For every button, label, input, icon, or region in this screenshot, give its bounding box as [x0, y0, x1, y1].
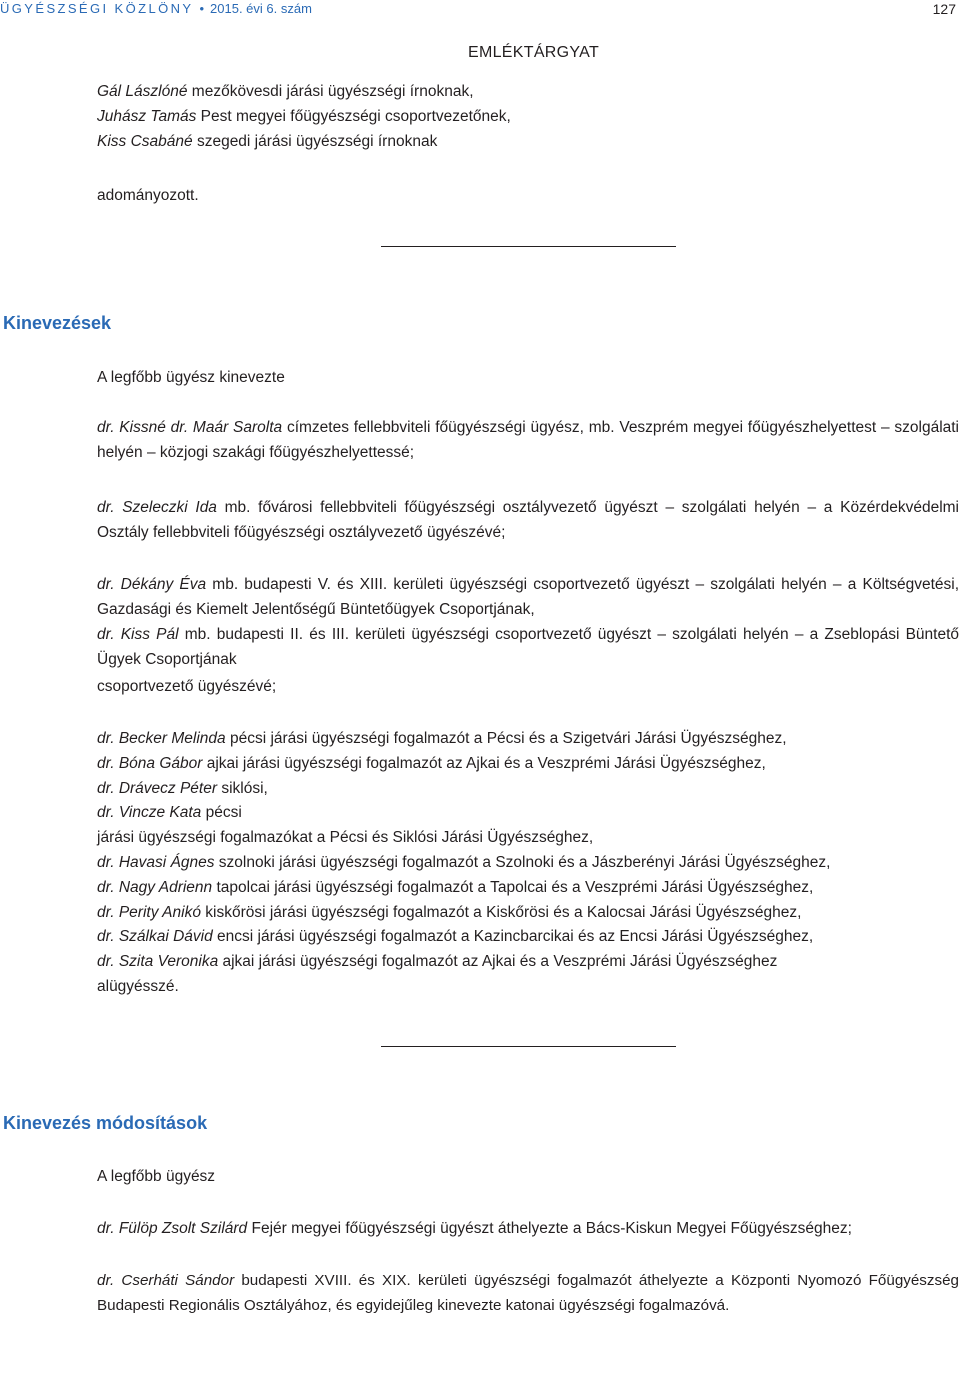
section-title-modositasok: Kinevezés módosítások [3, 1113, 208, 1133]
appointee-name: dr. Perity Anikó [97, 903, 201, 921]
appointment-text: kiskőrösi járási ügyészségi fogalmazót a Kiskőrösi és a Kalocsai Járási Ügyészséghez, [200, 903, 802, 921]
appointment-text: járási ügyészségi fogalmazókat a Pécsi és Siklósi Járási Ügyészséghez, [97, 829, 594, 847]
appointee-name: dr. Cserháti Sándor [97, 1272, 235, 1289]
recipient-name: Juhász Tamás [97, 107, 197, 125]
appointment-text: tapolcai járási ügyészségi fogalmazót a Tapolcai és a Veszprémi Járási Ügyészséghez, [212, 878, 814, 896]
appointment-paragraph [97, 496, 959, 546]
section-divider [381, 1046, 676, 1047]
modification-text: budapesti XVIII. és XIX. kerületi ügyészségi fogalmazót áthelyezte a Központi Nyomozó Főügyészség Budapesti Regionális Osztályához, és egyidejűleg kinevezte katonai ügyészségi fogalmazóvá. [97, 1272, 959, 1314]
appointment-text: mb. fővárosi fellebbviteli főügyészségi osztályvezető ügyészt – szolgálati helyén – a Közérdekvédelmi Osztály fellebbviteli főügyészségi osztályvezető ügyészévé; [97, 499, 959, 541]
award-closing: adományozott. [97, 187, 199, 204]
appointee-name: dr. Szita Veronika [97, 953, 219, 971]
appointment-line [97, 901, 959, 926]
appointment-text: mb. budapesti II. és III. kerületi ügyészségi csoportvezető ügyészt – szolgálati helyén – a Zseblopási Büntető Ügyek Csoportjának [97, 626, 959, 668]
appointment-text: pécsi [201, 804, 242, 822]
appointee-name: dr. Havasi Ágnes [97, 853, 215, 871]
section-divider [381, 246, 676, 247]
appointment-paragraph [97, 573, 959, 623]
appointment-text: ajkai járási ügyészségi fogalmazót az Ajkai és a Veszprémi Járási Ügyészséghez [218, 953, 778, 971]
journal-line [0, 1, 312, 16]
recipient-name: Kiss Csabáné [97, 132, 193, 150]
appointment-text: siklósi, [217, 779, 268, 797]
section-title-kinevezesek: Kinevezések [3, 313, 112, 333]
appointment-line [97, 727, 959, 752]
recipient-text: Pest megyei főügyészségi csoportvezetőnek, [196, 107, 511, 125]
running-header [0, 1, 958, 21]
award-recipients [97, 80, 959, 154]
recipient-line [97, 80, 959, 105]
appointee-name: dr. Vincze Kata [97, 804, 202, 822]
journal-name: ÜGYÉSZSÉGI KÖZLÖNY [0, 1, 194, 16]
modification-text: Fejér megyei főügyészségi ügyészt áthelyezte a Bács-Kiskun Megyei Főügyészséghez; [247, 1220, 852, 1237]
appointment-text: encsi járási ügyészségi fogalmazót a Kazincbarcikai és az Encsi Járási Ügyészséghez, [212, 928, 814, 946]
issue-date: 2015. évi 6. szám [210, 1, 312, 16]
recipient-text: mezőkövesdi járási ügyészségi írnoknak, [187, 83, 474, 100]
appointment-line [97, 752, 959, 777]
appointment-line [97, 876, 959, 901]
appointment-text: alügyésszé. [97, 977, 179, 995]
recipient-line [97, 105, 959, 130]
page-number: 127 [932, 1, 956, 17]
appointee-name: dr. Kissné dr. Maár Sarolta [97, 419, 283, 436]
appointment-line [97, 950, 959, 975]
appointee-name: dr. Dékány Éva [97, 576, 207, 593]
modification-intro: A legfőbb ügyész [97, 1168, 216, 1185]
appointment-text: szolnoki járási ügyészségi fogalmazót a Szolnoki és a Jászberényi Járási Ügyészséghez, [214, 853, 831, 871]
appointment-line [97, 851, 959, 876]
appointment-line [97, 777, 959, 802]
appointment-text: mb. budapesti V. és XIII. kerületi ügyészségi csoportvezető ügyészt – szolgálati helyén – a Költségvetési, Gazdasági és Kiemelt Jelentőségű Büntetőügyek Csoportjának, [97, 576, 960, 618]
appointment-line [97, 975, 959, 1000]
recipient-name: Gál Lászlóné [97, 83, 188, 100]
award-label: EMLÉKTÁRGYAT [468, 44, 600, 61]
appointment-line [97, 826, 959, 851]
appointment-text: ajkai járási ügyészségi fogalmazót az Ajkai és a Veszprémi Járási Ügyészséghez, [202, 754, 766, 772]
appointment-text: pécsi járási ügyészségi fogalmazót a Pécsi és a Szigetvári Járási Ügyészséghez, [225, 730, 787, 747]
appointment-text: címzetes fellebbviteli főügyészségi ügyész, mb. Veszprém megyei főügyészhelyettest – szolgálati helyén – közjogi szakági főügyészhelyettessé; [97, 419, 960, 461]
appointment-intro: A legfőbb ügyész kinevezte [97, 369, 285, 386]
appointee-name: dr. Nagy Adrienn [97, 878, 213, 896]
appointee-name: dr. Kiss Pál [97, 626, 179, 643]
header-separator: • [199, 1, 205, 16]
appointee-name: dr. Szálkai Dávid [97, 928, 213, 946]
modification-paragraph [97, 1217, 959, 1242]
appointment-line [97, 925, 959, 950]
recipient-line [97, 130, 959, 155]
recipient-text: szegedi járási ügyészségi írnoknak [192, 132, 438, 150]
appointment-paragraph [97, 416, 959, 466]
appointee-name: dr. Fülöp Zsolt Szilárd [97, 1220, 248, 1237]
appointee-name: dr. Bóna Gábor [97, 754, 203, 772]
appointee-name: dr. Drávecz Péter [97, 779, 218, 797]
modification-paragraph [97, 1269, 959, 1319]
appointee-name: dr. Szeleczki Ida [97, 499, 217, 516]
junior-appointments [97, 727, 959, 1000]
appointee-name: dr. Becker Melinda [97, 730, 226, 747]
appointment-paragraph [97, 623, 959, 673]
appointment-closing: csoportvezető ügyészévé; [97, 678, 277, 695]
appointment-line [97, 801, 959, 826]
